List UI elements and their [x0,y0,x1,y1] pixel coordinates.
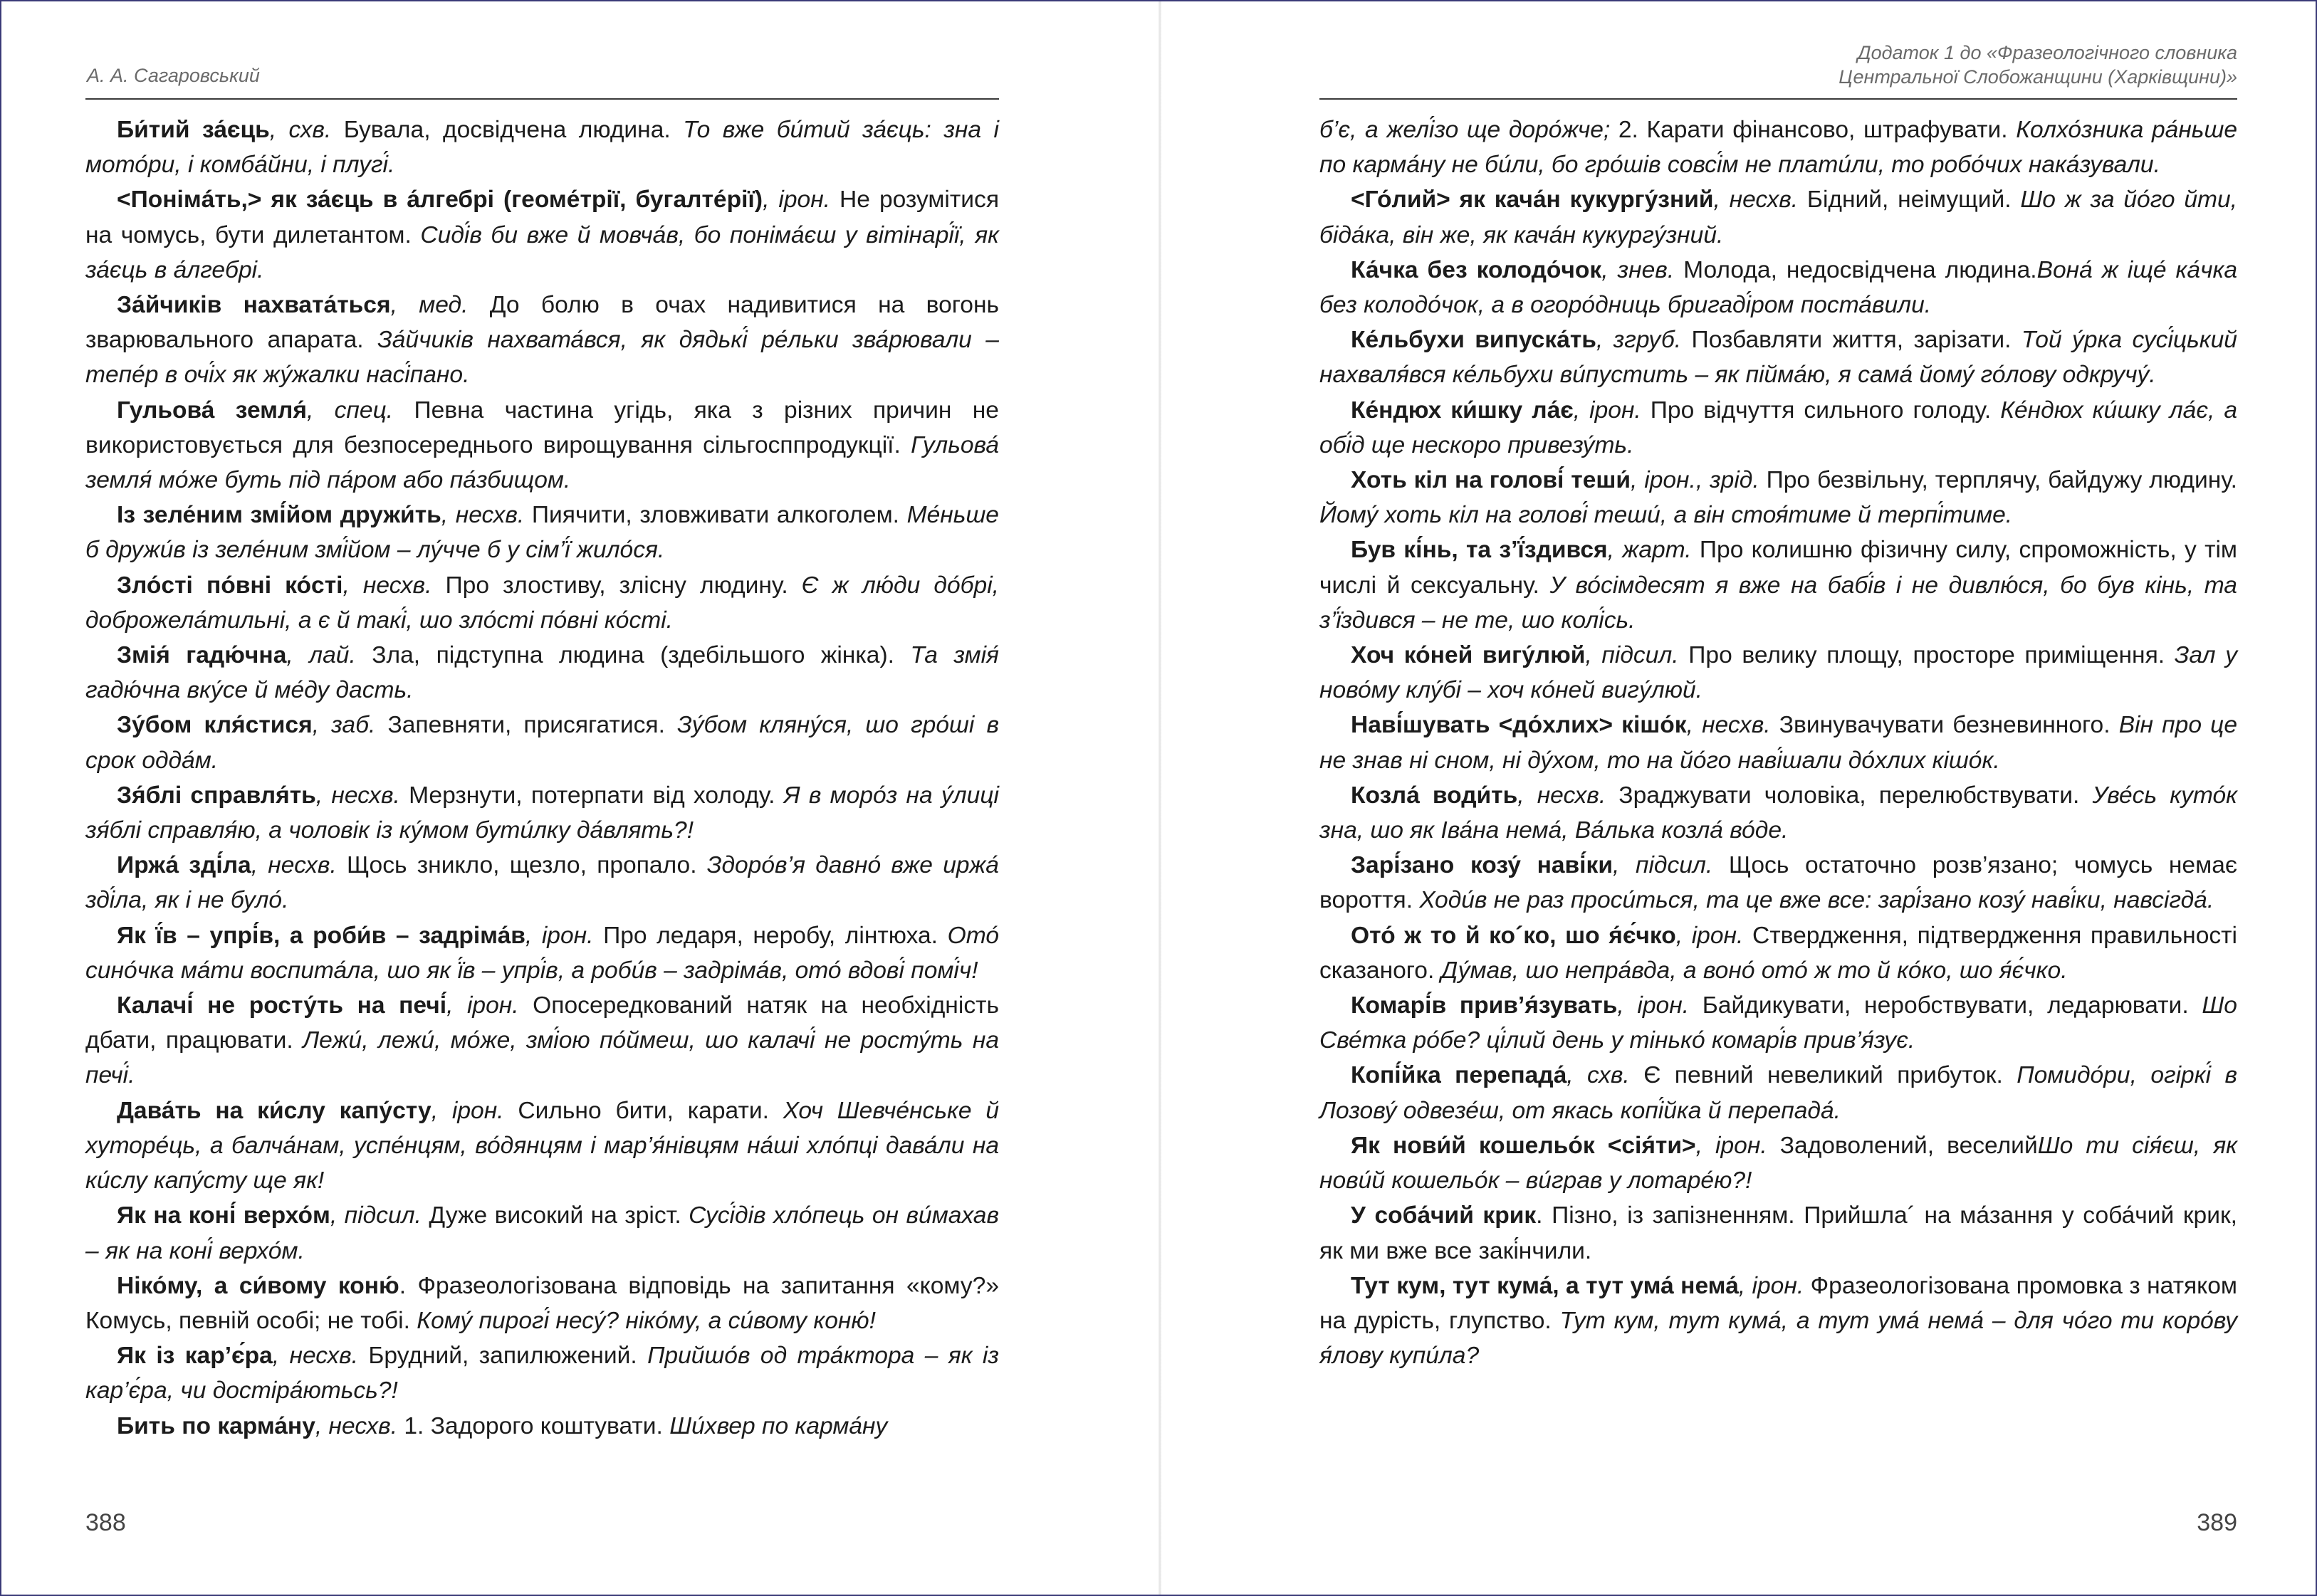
entry-definition: Певна частина угідь, яка з різних причин не використовується для безпосереднього вирощування сільгосппродукції. [85,397,999,458]
entry-tag: , ірон. [1573,397,1641,424]
entry-example: Помидо́ри, огіркі́ в Лозову́ одвезе́ш, от якась копі́йка й перепада́. [1319,1062,2238,1124]
entry-example: Хоч Шевче́нське й хуторе́ць, а балча́нам, успе́нцям, во́дянцям і мар’я́нівцям на́ші хло́пці дава́ли на ки́слу капу́сту ще як! [85,1097,999,1195]
entry-tag: , ірон., зрід. [1631,467,1759,494]
entry-example: За́йчиків нахвата́вся, як дядькі́ ре́льки зва́рювали – тепе́р в очі́х як жу́жалки насі́пано. [85,327,999,389]
entry-example: Колхо́зника ра́ньше по карма́ну не би́ли, бо гро́шів совсі́м не плати́ли, то робо́чих нака́зували. [1319,117,2238,179]
entry-term: У соба́чий крик [1351,1202,1537,1229]
dictionary-entry [85,182,999,288]
entry-tag: , мед. [390,292,469,319]
entry-term: Як на коні́ верхо́м [117,1202,330,1229]
left-page-number: 388 [85,1509,126,1536]
entry-example: Прийшо́в од тра́ктора – як із кар’є́ра, чи достіра́ютьсь?! [85,1343,1000,1405]
entry-tag: , несхв. [1517,782,1606,809]
dictionary-entry [85,1269,999,1338]
entry-tag: , несхв. [342,572,432,599]
entry-definition: Байдикувати, неробствувати, ледарювати. [1689,992,2202,1019]
entry-example: Той у́рка сусі́цький нахваля́вся ке́льбухи ви́пустить – як пійма́ю, я сама́ йому́ го́лову одкручу́. [1319,327,2237,389]
entry-term: Ка́чка без колодо́чок [1351,256,1602,283]
left-page [1,1,1160,1595]
entry-tag: , підсил. [330,1202,422,1229]
dictionary-entry [85,708,999,777]
entry-definition: 2. Карати фінансово, штрафувати. [1610,117,2017,143]
entry-tag: , згруб. [1596,327,1682,354]
dictionary-entry [85,393,999,498]
entry-term: Тут кум, тут кума́, а тут ума́ нема́ [1351,1272,1739,1299]
entry-definition: Звинувачувати безневинного. [1770,712,2119,739]
entry-definition: Запевняти, присягатися. [375,712,678,739]
entry-tag: , ірон. [1617,992,1690,1019]
entry-definition: Про безвільну, терплячу, байдужу людину. [1759,467,2237,494]
entry-definition: Пізно, із запізненням. Прийшла´ на ма́зання у соба́чий крик, як ми вже все закі́нчили. [1319,1202,2237,1264]
entry-tag: , ірон. [446,992,519,1019]
entry-definition: Про злостиву, злісну людину. [432,572,802,599]
entry-example: Ши́хвер по карма́ну [669,1412,888,1439]
dictionary-entry [1319,253,2237,322]
entry-definition: Позбавляти життя, зарізати. [1681,327,2022,354]
dictionary-entry [1319,1128,2237,1198]
entry-term: Був кі́нь, та з’ї́здився [1351,537,1608,564]
dictionary-entry [1319,463,2237,532]
entry-example: Шо ж за йо́го йти, біда́ка, він же, як кача́н кукургу́зний. [1319,187,2237,248]
entry-term: Би́тий за́єць [117,117,270,143]
entry-tag: , несхв. [315,782,400,809]
entry-term: Комарі́в прив’я́зувать [1351,992,1618,1019]
entry-definition: Щось остаточно розв’язано; чомусь немає вороття. [1319,852,2238,914]
entry-definition: Дуже високий на зріст. [421,1202,689,1229]
dictionary-entry [85,638,999,708]
entry-example: Він про це не знав ні сном, ні ду́хом, то на йо́го наві́шали до́хлих кішо́к. [1319,712,2238,774]
entry-continuation [1319,112,2237,182]
entry-tag: , несхв. [1686,712,1771,739]
dictionary-entry [85,568,999,638]
entry-term: Дава́ть на ки́слу капу́сту [117,1097,432,1124]
entry-term: Копі́йка перепада́ [1351,1062,1567,1089]
entry-tag: , ірон. [763,187,831,214]
entry-term: Гульова́ земля́ [117,397,307,424]
entry-tag: , ірон. [1738,1272,1804,1299]
entry-term: Ке́льбухи випуска́ть [1351,327,1596,354]
left-running-head: А. А. Сагаровський [87,65,260,86]
entry-term: <Го́лий> як кача́н кукургу́зний [1351,187,1714,214]
entry-term: Як ї́в – упрі́в, а роби́в – задріма́в [117,922,525,949]
dictionary-entry [1319,322,2237,392]
dictionary-entry [1319,1058,2237,1128]
entry-definition: Ствердження, підтвердження правильності сказаного. [1319,922,2237,984]
right-page-text [1319,112,2237,1373]
entry-definition: Про велику площу, просторе приміщення. [1678,642,2175,669]
dictionary-entry [85,988,999,1093]
entry-definition: Бідний, неімущий. [1798,187,2021,214]
entry-term: Козла́ води́ть [1351,782,1518,809]
entry-term: Хоч ко́ней вигу́люй [1351,642,1586,669]
entry-example: Кому́ пирогі́ несу́? ніко́му, а си́вому коню́! [417,1307,876,1334]
running-head-line: Додаток 1 до «Фразеологічного словника [1857,42,2237,63]
entry-example: Лежи́, лежи́, мо́же, змі́ою по́ймеш, шо калачі́ не росту́ть на печі́. [85,1027,999,1089]
right-page [1160,1,2316,1595]
entry-definition: Опосередкований натяк на необхідність дбати, працювати. [85,992,999,1054]
entry-tag: , ірон. [1675,922,1744,949]
entry-example: Шо ти сія́єш, як нови́й кошельо́к – ви́грав у лотаре́ю?! [1319,1132,2237,1195]
entry-term: Зу́бом кля́стися [117,712,313,739]
dictionary-entry [1319,988,2237,1058]
entry-tag: , несхв. [251,852,337,879]
entry-tag: , ірон. [431,1097,504,1124]
entry-example: У во́сімдесят я вже на бабі́в і не дивлю́ся, бо був кінь, та з’ї́здився – не те, шо колі́сь. [1319,572,2237,634]
entry-tag: , несхв. [272,1343,358,1370]
entry-example: То вже би́тий за́єць: зна і мото́ри, і комба́йни, і плугі́. [85,117,1000,179]
entry-example: Ду́мав, шо непра́вда, а воно́ ото́ ж то й ко́ко, шо я́є́чко. [1440,957,2068,984]
entry-term: Із зеле́ним змі́йом дружи́ть [117,502,441,529]
dictionary-entry [1319,532,2237,638]
dictionary-entry [85,1198,999,1268]
entry-term: Хоть кіл на голові́ теши́ [1351,467,1631,494]
entry-term: <Понімá́ть,> як за́єць в а́лгебрі (геоме́трії, бугалте́рії) [117,187,763,214]
entry-definition: Про відчуття сильного голоду. [1641,397,2001,424]
entry-tag: , знев. [1601,256,1675,283]
entry-example: Гульова́ земля́ мо́же буть під па́ром або па́збищом. [85,431,999,494]
entry-example: Тут кум, тут кума́, а тут ума́ нема́ – для чо́го ти коро́ву я́лову купи́ла? [1319,1307,2237,1370]
dictionary-entry [1319,393,2237,463]
entry-term: Ніко́му, а си́вому коню́ [117,1272,399,1299]
entry-term: Бить по карма́ну [117,1412,315,1439]
entry-term: Як нови́й кошельо́к <сія́ти> [1351,1132,1696,1159]
entry-tag: , схв. [269,117,332,143]
dictionary-entry [1319,848,2237,918]
dictionary-entry [1319,918,2237,988]
running-head-line: Центральної Слобожанщини (Харківщини)» [1839,66,2237,88]
entry-tag: , спец. [306,397,394,424]
entry-tag: , підсил. [1585,642,1679,669]
entry-definition: Пиячити, зловживати алкоголем. [524,502,907,529]
entry-tag: , жарт. [1607,537,1692,564]
entry-example: Ходи́в не раз проси́ться, та це вже все: зарі́зано козу́ наві́ки, навсігда́. [1419,887,2214,914]
entry-example: Шо Све́тка ро́бе? ці́лий день у тінько́ комарі́в прив’я́зує. [1319,992,2237,1054]
entry-tag: , підсил. [1612,852,1713,879]
entry-definition: Зла, підступна людина (здебільшого жінка). [355,642,911,669]
entry-tag: , заб. [312,712,376,739]
entry-term: Як із кар’є́ра [117,1343,273,1370]
entry-definition: Мерзнути, потерпати від холоду. [399,782,784,809]
entry-example: Ме́ньше б дружи́в із зеле́ним змі́йом – лу́чче б у сім’ї́ жило́ся. [85,502,999,564]
entry-tag: , лай. [286,642,356,669]
entry-example: Ото́ сино́чка ма́ти воспита́ла, шо як ї́в – упрі́в, а роби́в – задріма́в, ото́ вдові́ помі́ч! [85,922,999,984]
entry-tag: , ірон. [525,922,594,949]
entry-term: Зло́сті по́вні ко́сті [117,572,343,599]
entry-example: Йому́ хоть кіл на голові́ теши́, а він стоя́тиме й терпі́тиме. [1319,502,2013,529]
entry-definition: Фразеологізована промовка з натяком на дурість, глупство. [1319,1272,2238,1334]
dictionary-entry [1319,638,2237,708]
entry-definition: До болю в очах надивитися на вогонь зварювального апарата. [85,292,999,354]
entry-example: Зал у ново́му клу́бі – хоч ко́ней вигу́люй. [1319,642,2237,704]
dictionary-entry [1319,778,2237,848]
entry-example: Є ж лю́ди до́брі, доброжела́тильні, а є й такі́, шо зло́сті по́вні ко́сті. [85,572,999,634]
entry-definition: Не розумітися на чомусь, бути дилетантом. [85,187,1000,248]
dictionary-entry [85,112,999,182]
entry-definition: Є певний невеликий прибуток. [1629,1062,2017,1089]
entry-term: За́йчиків нахвата́ться [117,292,391,319]
entry-example: Уве́сь куто́к зна, шо як Іва́на нема́, Ва́лька козла́ во́де. [1319,782,2237,844]
entry-definition: Зраджувати чоловіка, перелюбствувати. [1606,782,2093,809]
dictionary-entry [1319,1269,2237,1374]
dictionary-entry [85,1338,999,1408]
dictionary-entry [85,498,999,567]
entry-term: Наві́шувать <до́хлих> кішо́к [1351,712,1687,739]
dictionary-entry [85,288,999,393]
entry-tag: , несхв. [441,502,525,529]
entry-definition: Про колишню фізичну силу, спроможність, у тім числі й сексуальну. [1319,537,2237,599]
entry-definition: Молода, недосвідчена людина. [1674,256,2037,283]
right-page-number: 389 [2197,1509,2237,1536]
entry-term: Ото́ ж то й ко´ко, шо я́є́чко [1351,922,1676,949]
entry-example: б’є, а желі́зо ще доро́жче; [1319,117,1611,143]
dictionary-entry [1319,182,2237,252]
entry-example: Вона́ ж іще́ ка́чка без колодо́чок, а в огоро́дниць бригаді́ром поста́вили. [1319,256,2237,319]
entry-definition: Про ледаря, неробу, лінтюха. [593,922,948,949]
entry-definition: 1. Задорого коштувати. [397,1412,670,1439]
entry-example: Сиді́в би вже й мовча́в, бо поніма́єш у вітінарі́ї, як за́єць в а́лгебрі. [85,221,999,283]
entry-term: Ке́ндюх ки́шку ла́є [1351,397,1574,424]
entry-example: Та змія́ гадю́чна вку́се й ме́ду дасть. [85,642,999,704]
entry-tag: , схв. [1567,1062,1630,1089]
right-running-head [1839,41,2237,89]
entry-example: Ке́ндюх ки́шку ла́є, а обі́д ще нескоро привезу́ть. [1319,397,2238,458]
entry-definition: Сильно бити, карати. [503,1097,783,1124]
dictionary-entry [85,1409,999,1444]
entry-definition: Брудний, запилюжений. [358,1343,648,1370]
entry-tag: . [399,1272,407,1299]
entry-term: Зарі́зано козу́ наві́ки [1351,852,1613,879]
dictionary-entry [85,918,999,988]
entry-definition: Щось зникло, щезло, пропало. [336,852,707,879]
entry-definition: Бувала, досвідчена людина. [331,117,684,143]
dictionary-entry [85,1093,999,1199]
entry-example: Здоро́в’я давно́ вже иржа́ зді́ла, як і не було́. [85,852,999,914]
dictionary-entry [85,778,999,848]
entry-example: Я в моро́з на у́лиці зя́блі справля́ю, а чоловік із ку́мом бути́лку да́влять?! [85,782,999,844]
entry-example: Сусі́дів хло́пець он ви́махав – як на коні́ верхо́м. [85,1202,999,1264]
right-header-rule [1319,98,2237,100]
left-page-text [85,112,999,1444]
entry-tag: , несхв. [315,1412,398,1439]
entry-term: Иржа́ зді́ла [117,852,251,879]
entry-tag: , несхв. [1713,187,1799,214]
dictionary-entry [85,848,999,918]
entry-definition: Фразеологізована відповідь на запитання «кому?» Комусь, певній особі; не тобі. [85,1272,999,1334]
entry-tag: . [1536,1202,1543,1229]
entry-tag: , ірон. [1695,1132,1767,1159]
left-header-rule [85,98,999,100]
dictionary-entry [1319,708,2237,777]
entry-term: Зя́блі справля́ть [117,782,316,809]
dictionary-entry [1319,1198,2237,1268]
entry-example: Зу́бом кляну́ся, шо гро́ші в срок одда́м. [85,712,1000,774]
entry-term: Змія́ гадю́чна [117,642,287,669]
entry-definition: Задоволений, веселий [1767,1132,2038,1159]
entry-term: Калачі́ не росту́ть на печі́ [117,992,447,1019]
